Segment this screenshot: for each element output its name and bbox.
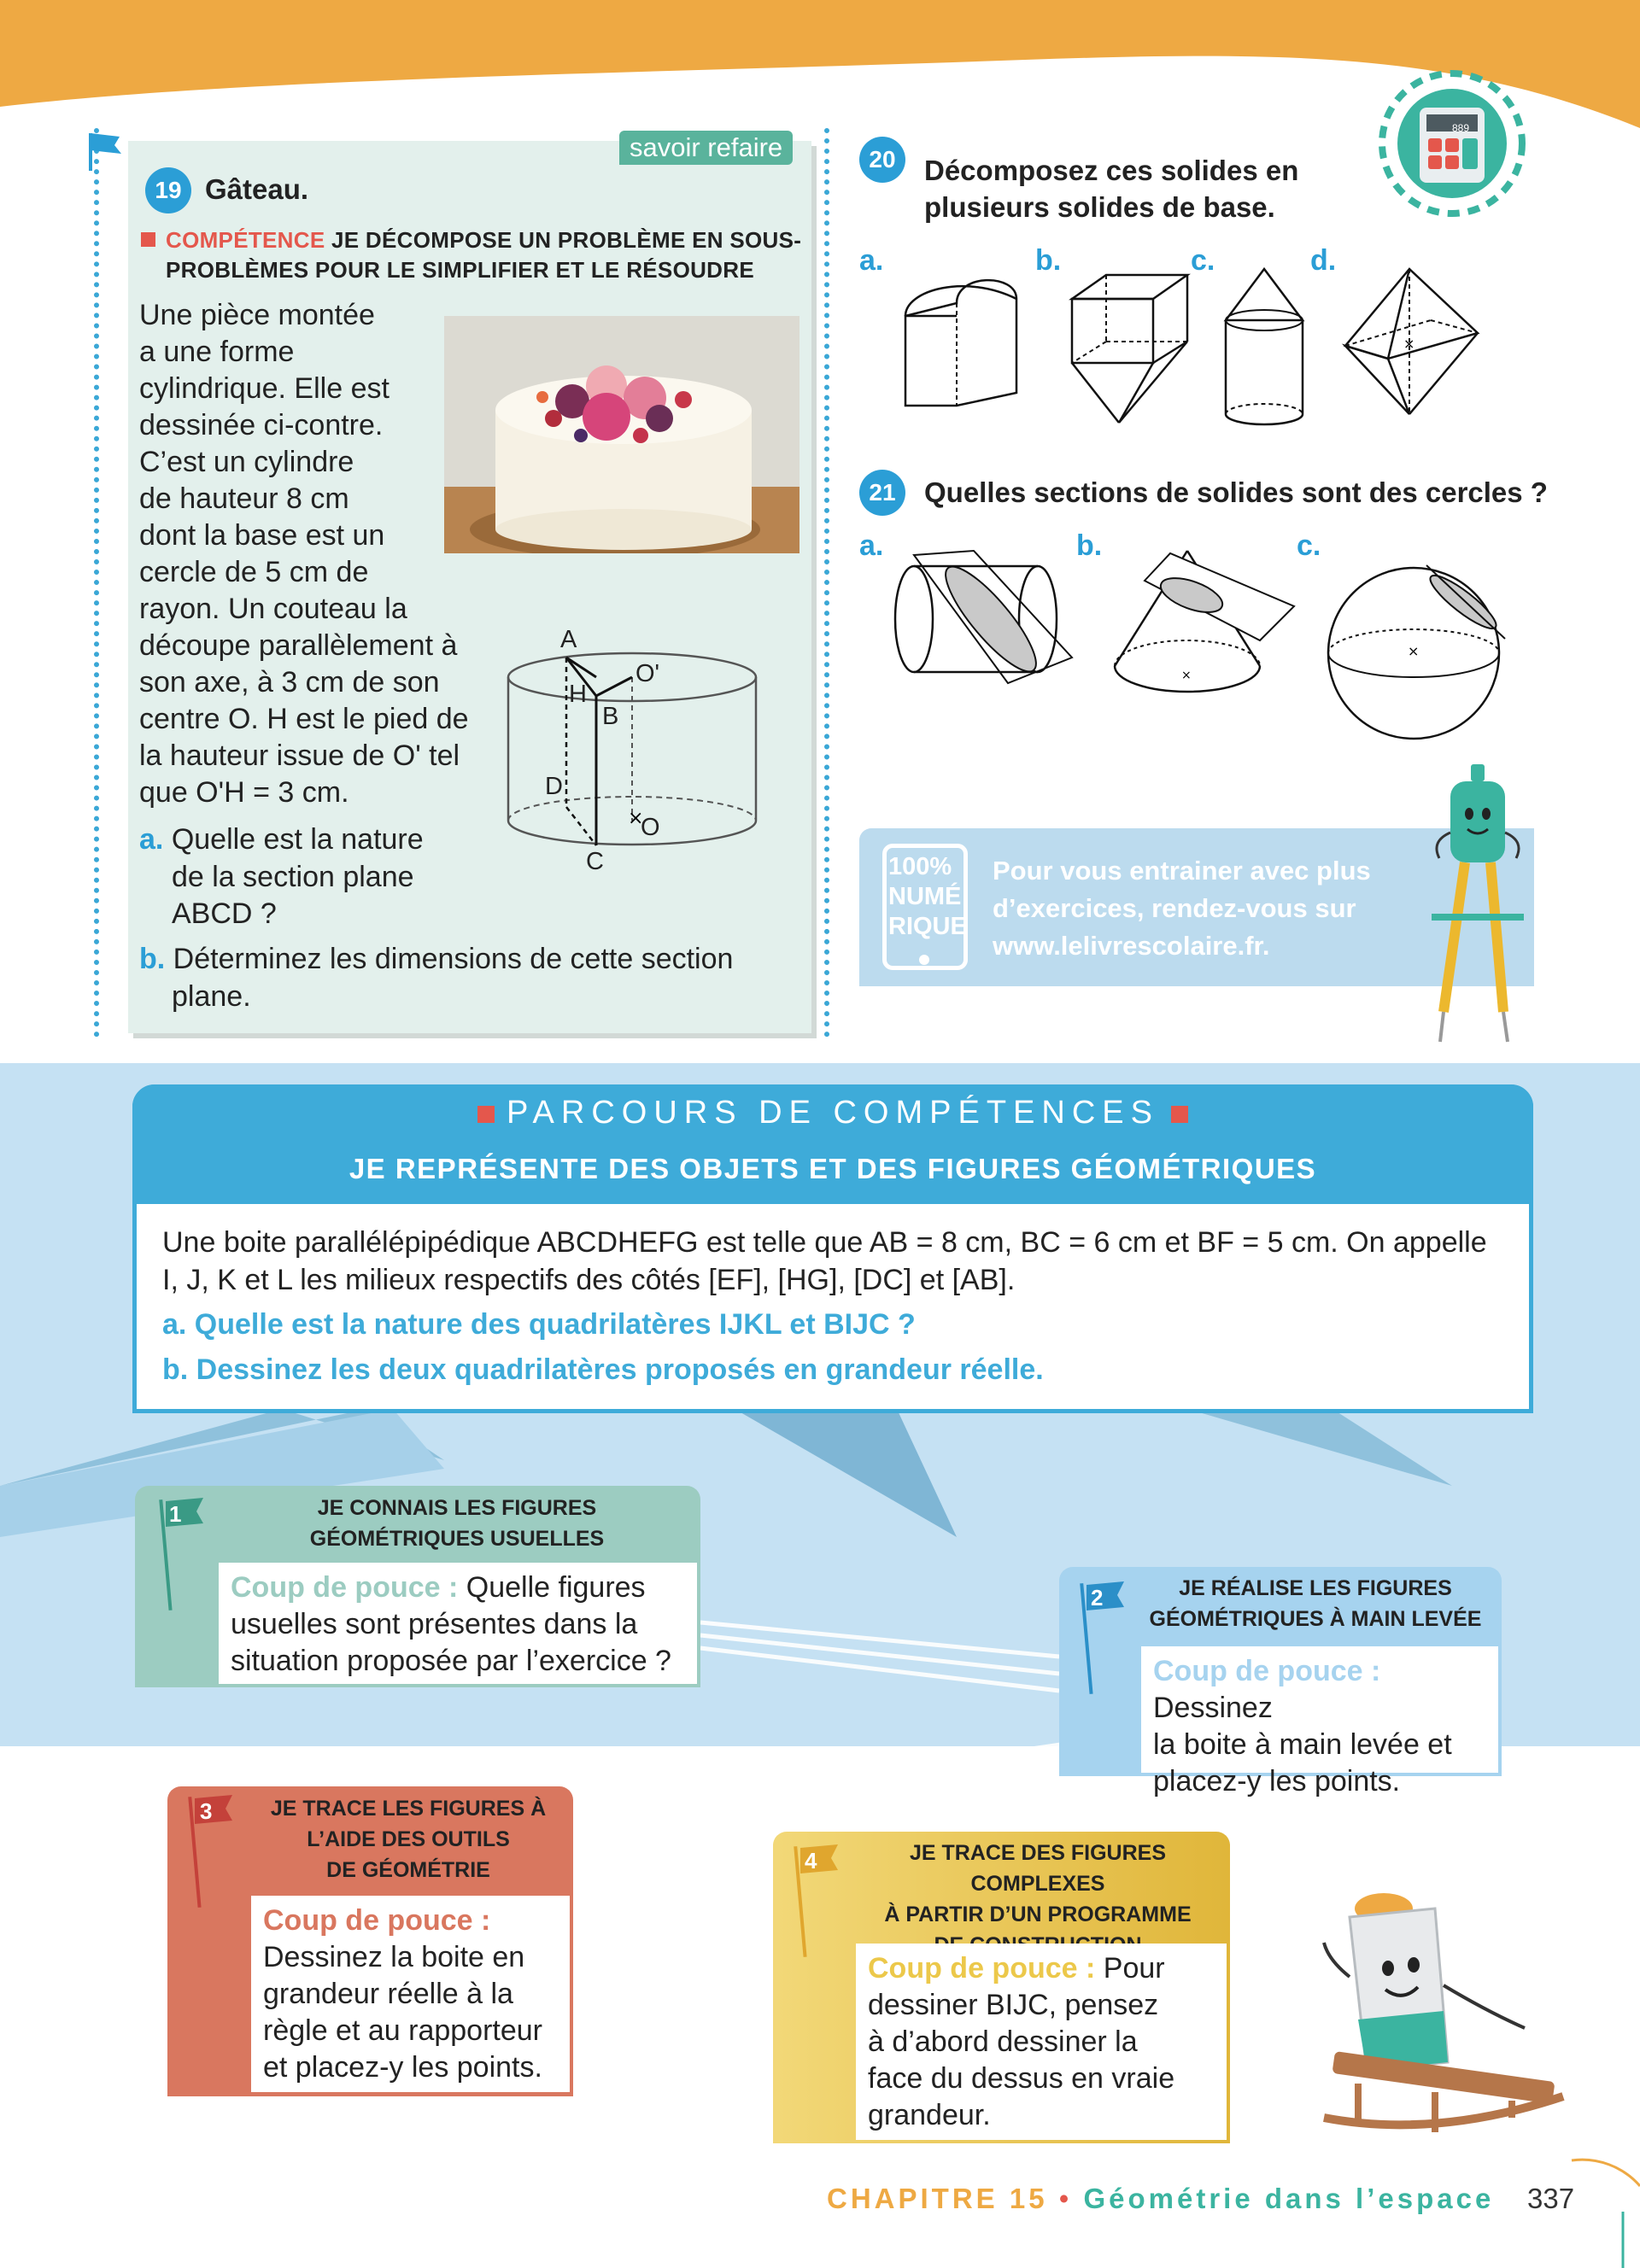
question-b-letter: b.: [139, 943, 166, 975]
card-2-body: [1141, 1646, 1498, 1797]
coup-de-pouce-label: Coup de pouce :: [263, 1904, 491, 1937]
question-b-line: Déterminez les dimensions de cette section: [173, 943, 734, 975]
body-line: Une pièce montée: [139, 299, 375, 331]
corner-arc: [1538, 2152, 1640, 2268]
card-4-body: [856, 1944, 1227, 2140]
card-4-header: [846, 1838, 1230, 1961]
ex20-label-b: b.: [1035, 244, 1062, 277]
flag-4-number: 4: [805, 1848, 817, 1873]
ex20-label-c: c.: [1191, 244, 1215, 277]
ex21-label-b: b.: [1076, 529, 1103, 562]
calculator-display: 889: [1452, 122, 1470, 134]
solid-a: [897, 265, 1025, 418]
flag-3-number: 3: [200, 1798, 213, 1824]
card-body-line: usuelles sont présentes dans la: [231, 1608, 638, 1640]
card-body-line: la boite à main levée et: [1153, 1728, 1452, 1761]
competence-square: [141, 232, 155, 247]
exercise-number-20: 20: [859, 137, 905, 183]
flag-icon: [85, 130, 126, 172]
parcours-body-2: I, J, K et L les milieux respectifs des côtés [EF], [HG], [DC] et [AB].: [162, 1264, 1016, 1296]
card-head-line: GÉOMÉTRIQUES À MAIN LEVÉE: [1149, 1607, 1482, 1631]
ex20-label-d: d.: [1310, 244, 1337, 277]
section-cylinder: [888, 547, 1085, 692]
svg-text:×: ×: [1403, 336, 1415, 352]
parcours-question-a: a. Quelle est la nature des quadrilatères IJKL et BIJC ?: [162, 1308, 916, 1341]
body-line: centre O. H est le pied de: [139, 703, 469, 735]
card-body-line: dessiner BIJC, pensez: [868, 1989, 1159, 2021]
exercise-number-19: 19: [145, 167, 191, 213]
card-1-body: [219, 1563, 697, 1684]
competence-line-1: [166, 227, 801, 254]
question-a-line: Quelle est la nature: [171, 823, 424, 856]
card-3-body: [251, 1896, 570, 2092]
card-1-header: [214, 1493, 700, 1554]
card-body-line: face du dessus en vraie: [868, 2062, 1175, 2095]
card-body-line: règle et au rapporteur: [263, 2014, 542, 2047]
card-body-line: à d’abord dessiner la: [868, 2025, 1138, 2058]
label-B: B: [602, 703, 619, 730]
body-line: cercle de 5 cm de: [139, 556, 369, 588]
card-3-header: [237, 1793, 579, 1885]
card-head-line: L’AIDE DES OUTILS: [307, 1827, 510, 1851]
solid-c: [1217, 260, 1311, 435]
card-body-line: grandeur réelle à la: [263, 1978, 513, 2010]
label-H: H: [569, 681, 587, 708]
red-square-icon: [477, 1106, 495, 1123]
footer-chapter: CHAPITRE 15: [827, 2183, 1048, 2214]
card-body-line: Dessinez la boite en: [263, 1941, 525, 1973]
card-body-line: grandeur.: [868, 2099, 991, 2131]
svg-text:×: ×: [1408, 643, 1420, 659]
card-body-line: et placez-y les points.: [263, 2051, 542, 2084]
competence-text-1: JE DÉCOMPOSE UN PROBLÈME EN SOUS-: [331, 227, 802, 253]
card-head-line: GÉOMÉTRIQUES USUELLES: [309, 1527, 605, 1551]
question-a: [139, 821, 424, 858]
card-head-line: DE GÉOMÉTRIE: [326, 1858, 490, 1882]
eraser-sled-mascot: [1307, 1883, 1589, 2156]
body-line: de hauteur 8 cm: [139, 482, 349, 515]
cake-photo: [444, 316, 800, 553]
question-a-letter: a.: [139, 823, 164, 856]
label-C: C: [586, 848, 604, 875]
calculator-icon: [1375, 67, 1529, 220]
exercise-number-21: 21: [859, 470, 905, 516]
card-head-line: JE TRACE LES FIGURES À: [270, 1797, 547, 1821]
ex19-left-border: [94, 128, 99, 1038]
parcours-question-b: b. Dessinez les deux quadrilatères proposés en grandeur réelle.: [162, 1353, 1044, 1386]
exercise-19-title: Gâteau.: [205, 173, 309, 205]
solid-b: [1068, 265, 1196, 427]
body-line: la hauteur issue de O' tel: [139, 739, 460, 772]
body-line: dessinée ci-contre.: [139, 409, 384, 441]
badge-line: 100%: [888, 853, 952, 880]
card-head-line: À PARTIR D’UN PROGRAMME: [884, 1903, 1192, 1926]
body-line: rayon. Un couteau la: [139, 593, 407, 625]
exercise-21-title: Quelles sections de solides sont des cercles ?: [924, 476, 1548, 508]
parcours-subtitle: JE REPRÉSENTE DES OBJETS ET DES FIGURES GÉOMÉTRIQUES: [348, 1153, 1317, 1184]
card-body-line: Quelle figures: [458, 1571, 646, 1604]
footer-bullet: •: [1058, 2183, 1073, 2214]
footer: [827, 2183, 1494, 2215]
parcours-body-1: Une boite parallélépipédique ABCDHEFG est telle que AB = 8 cm, BC = 6 cm et BF = 5 cm. On appelle: [162, 1226, 1487, 1259]
flag-1-number: 1: [169, 1501, 182, 1527]
badge-line: NUMÉ: [888, 883, 962, 910]
digital-text: [993, 852, 1371, 965]
digital-line: Pour vous entrainer avec plus: [993, 856, 1371, 886]
label-O: O: [641, 814, 660, 841]
body-line: dont la base est un: [139, 519, 385, 552]
solid-d: [1337, 265, 1491, 418]
digital-line: d’exercices, rendez-vous sur: [993, 893, 1356, 923]
question-b: [139, 941, 733, 978]
compass-mascot: [1426, 764, 1529, 1046]
ex19-right-border: [824, 128, 829, 1038]
question-a-line: de la section plane: [172, 861, 414, 893]
digital-badge: [888, 852, 967, 942]
exercise-20-title-1: Décomposez ces solides en: [924, 155, 1299, 186]
page-number: 337: [1527, 2183, 1575, 2214]
question-a-line: ABCD ?: [172, 897, 277, 930]
red-square-icon: [1171, 1106, 1188, 1123]
card-head-line: JE TRACE DES FIGURES COMPLEXES: [909, 1841, 1167, 1896]
parcours-title: PARCOURS DE COMPÉTENCES: [507, 1095, 1159, 1131]
badge-line: RIQUE: [888, 913, 967, 940]
body-line: que O'H = 3 cm.: [139, 776, 349, 809]
card-body-line: situation proposée par l’exercice ?: [231, 1645, 671, 1677]
label-D: D: [545, 773, 563, 800]
card-2-header: [1128, 1573, 1503, 1634]
question-b-line: plane.: [172, 980, 251, 1013]
card-head-line: JE RÉALISE LES FIGURES: [1179, 1576, 1452, 1600]
card-body-line: Dessinez: [1153, 1692, 1273, 1724]
competence-label: COMPÉTENCE: [166, 227, 325, 253]
body-line: découpe parallèlement à: [139, 629, 458, 662]
section-cone: [1106, 547, 1303, 717]
body-line: a une forme: [139, 336, 295, 368]
ex19-body: [139, 297, 469, 811]
svg-text:×: ×: [1181, 669, 1192, 682]
label-A: A: [560, 626, 577, 653]
coup-de-pouce-label: Coup de pouce :: [1153, 1655, 1381, 1687]
exercise-20-title-2: plusieurs solides de base.: [924, 191, 1275, 223]
ex21-label-a: a.: [859, 529, 884, 562]
coup-de-pouce-label: Coup de pouce :: [868, 1952, 1096, 1984]
coup-de-pouce-label: Coup de pouce :: [231, 1571, 459, 1604]
parcours-title-row: [132, 1095, 1533, 1131]
section-sphere: [1324, 555, 1520, 743]
savoir-refaire-tag: savoir refaire: [619, 131, 793, 165]
flag-2-number: 2: [1091, 1585, 1104, 1610]
label-O-prime: O': [636, 660, 660, 687]
body-line: son axe, à 3 cm de son: [139, 666, 440, 699]
card-body-line: placez-y les points.: [1153, 1765, 1401, 1797]
competence-line-2: PROBLÈMES POUR LE SIMPLIFIER ET LE RÉSOUDRE: [166, 257, 754, 283]
phone-button-icon: [919, 955, 929, 965]
card-body-line: Pour: [1095, 1952, 1165, 1984]
footer-topic: Géométrie dans l’espace: [1083, 2183, 1495, 2214]
svg-text:×: ×: [628, 808, 644, 829]
ex21-label-c: c.: [1297, 529, 1321, 562]
body-line: C’est un cylindre: [139, 446, 354, 478]
card-head-line: JE CONNAIS LES FIGURES: [317, 1496, 597, 1520]
cylinder-diagram: [495, 619, 769, 875]
ex20-label-a: a.: [859, 244, 884, 277]
digital-line: www.lelivrescolaire.fr.: [993, 931, 1270, 961]
body-line: cylindrique. Elle est: [139, 372, 390, 405]
